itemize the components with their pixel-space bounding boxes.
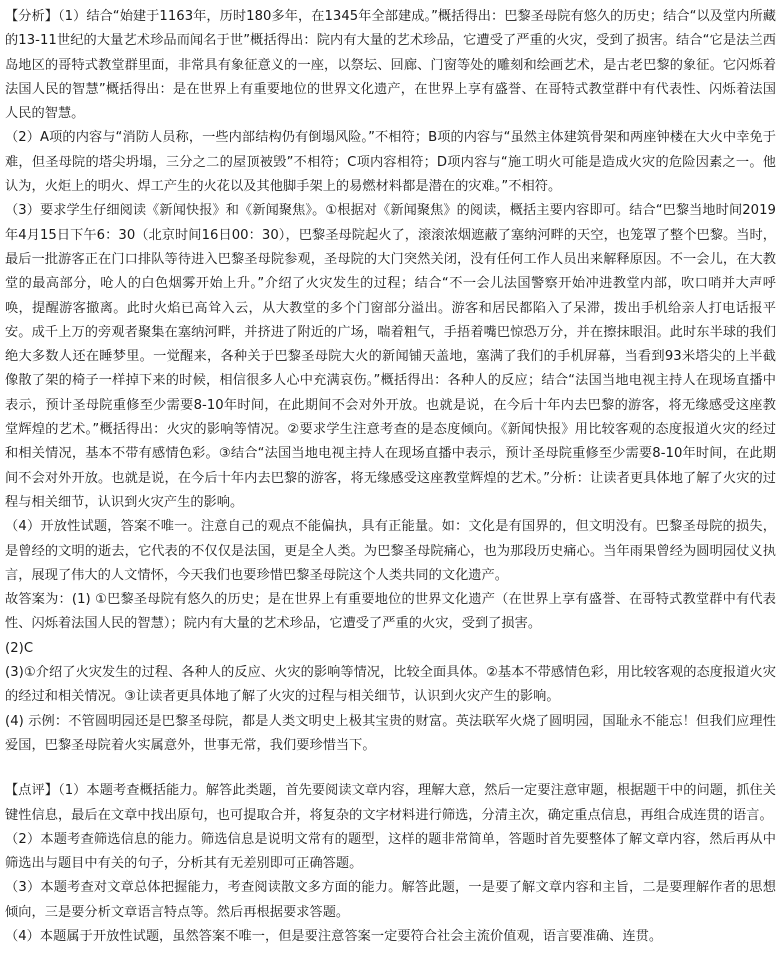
- comment-paragraph-2: （2）本题考查筛选信息的能力。筛选信息是说明文常有的题型，这样的题非常简单，答题时首先要整体了解文章内容，然后再从中筛选出与题目中有关的句子，分析其有无差别即可正确答题。: [5, 831, 776, 872]
- analysis-paragraph-3: （3）要求学生仔细阅读《新闻快报》和《新闻聚焦》。①根据对《新闻聚焦》的阅读，概括主要内容即可。结合“巴黎当地时间2019年4月15日下午6：30（北京时间16日00：30），巴黎圣母院起火了，滚滚浓烟遮蔽了塞纳河畔的天空，也笼罩了整个巴黎。当时，最后一批游客正在门口排队等待进入巴黎圣母院参观，圣母院的大门突然关闭，没有任何工作人员出来解释原因。不一会儿，在大教堂的最高部分，呛人的白色烟雾开始上升。”介绍了火灾发生的过程；结合“不一会儿法国警察开始冲进教堂内部，吹口哨并大声呼唤，提醒游客撤离。此时火焰已高耸入云，从大教堂的多个门窗部分溢出。游客和居民都陷入了呆滞，拨出手机给亲人打电话报平安。成千上万的旁观者聚集在塞纳河畔，并挤进了附近的广场，喘着粗气，手捂着嘴巴惊恐万分，并在擦抹眼泪。此时东半球的我们绝大多数人还在睡梦里。一觉醒来，各种关于巴黎圣母院大火的新闻铺天盖地，塞满了我们的手机屏幕，当看到93米塔尖的上半截像散了架的椅子一样掉下来的时候，相信很多人心中充满哀伤。”概括得出：各种人的反应；结合“法国当地电视主持人在现场直播中表示，预计圣母院重修至少需要8-10年时间，在此期间不会对外开放。也就是说，在今后十年内去巴黎的游客，将无缘感受这座教堂辉煌的艺术。”概括得出：火灾的影响等情况。②要求学生注意考查的是态度倾向。《新闻快报》用比较客观的态度报道火灾的经过和相关情况，基本不带有感情色彩。③结合“法国当地电视主持人在现场直播中表示，预计圣母院重修至少需要8-10年时间，在此期间不会对外开放。也就是说，在今后十年内去巴黎的游客，将无缘感受这座教堂辉煌的艺术。”分析：让读者更具体地了解了火灾的过程与相关细节，认识到火灾产生的影响。: [5, 203, 777, 510]
- comment-paragraph-1: 【点评】（1）本题考查概括能力。解答此类题，首先要阅读文章内容，理解大意，然后一定要注意审题，根据题干中的问题，抓住关键性信息，最后在文章中找出原句，也可提取合并，将复杂的文字材料进行筛选，分清主次，确定重点信息，再组合成连贯的语言。: [5, 783, 776, 823]
- analysis-paragraph-2: （2）A项的内容与“消防人员称，一些内部结构仍有倒塌风险。”不相符；B项的内容与“虽然主体建筑骨架和两座钟楼在大火中幸免于难，但圣母院的塔尖坍塌，三分之二的屋顶被毁”不相符；C项内容相符；D项内容与“施工明火可能是造成火灾的危险因素之一。他认为，火炬上的明火、焊工产生的火花以及其他脚手架上的易燃材料都是潜在的灾难。”不相符。: [5, 130, 776, 195]
- answer-paragraph-1: 故答案为：(1) ①巴黎圣母院有悠久的历史；是在世界上有重要地位的世界文化遗产（在世界上享有盛誉、在哥特式教堂群中有代表性、闪烁着法国人民的智慧）；院内有大量的艺术珍品，它遭受了严重的火灾，受到了损害。: [5, 592, 776, 632]
- section-spacer: [5, 758, 776, 779]
- analysis-paragraph-1: 【分析】（1）结合“始建于1163年，历时180多年，在1345年全部建成。”概括得出：巴黎圣母院有悠久的历史；结合“以及堂内所藏的13-11世纪的大量艺术珍品而闻名于世”概括得出：院内有大量的艺术珍品，它遭受了严重的火灾，受到了损害。结合“它是法兰西岛地区的哥特式教堂群里面，非常具有象征意义的一座，以祭坛、回廊、门窗等处的雕刻和绘画艺术，是古老巴黎的象征。它闪烁着法国人民的智慧”概括得出：是在世界上有重要地位的世界文化遗产，在世界上享有盛誉、在哥特式教堂群中有代表性、闪烁着法国人民的智慧。: [5, 9, 776, 122]
- comment-paragraph-3: （3）本题考查对文章总体把握能力，考查阅读散文多方面的能力。解答此题，一是要了解文章内容和主旨，二是要理解作者的思想倾向，三是要分析文章语言特点等。然后再根据要求答题。: [5, 880, 776, 920]
- comment-section: [5, 779, 776, 949]
- answer-paragraph-3: (3)①介绍了火灾发生的过程、各种人的反应、火灾的影响等情况，比较全面具体。②基本不带感情色彩，用比较客观的态度报道火灾的经过和相关情况。③让读者更具体地了解了火灾的过程与相关细节，认识到火灾产生的影响。: [5, 665, 776, 705]
- answer-paragraph-2: (2)C: [5, 640, 34, 656]
- analysis-paragraph-4: （4）开放性试题，答案不唯一。注意自己的观点不能偏执，具有正能量。如：文化是有国界的，但文明没有。巴黎圣母院的损失，是曾经的文明的逝去，它代表的不仅仅是法国，更是全人类。为巴黎圣母院痛心，也为那段历史痛心。当年雨果曾经为圆明园仗义执言，展现了伟大的人文情怀，今天我们也要珍惜巴黎圣母院这个人类共同的文化遗产。: [5, 519, 776, 583]
- answer-paragraph-4: (4) 示例：不管圆明园还是巴黎圣母院，都是人类文明史上极其宝贵的财富。英法联军火烧了圆明园，国耻永不能忘！但我们应理性爱国，巴黎圣母院着火实属意外，世事无常，我们要珍惜当下。: [5, 713, 776, 753]
- comment-paragraph-4: （4）本题属于开放性试题，虽然答案不唯一，但是要注意答案一定要符合社会主流价值观，语言要准确、连贯。: [5, 928, 663, 944]
- analysis-section: [5, 5, 776, 588]
- answer-section: [5, 588, 776, 758]
